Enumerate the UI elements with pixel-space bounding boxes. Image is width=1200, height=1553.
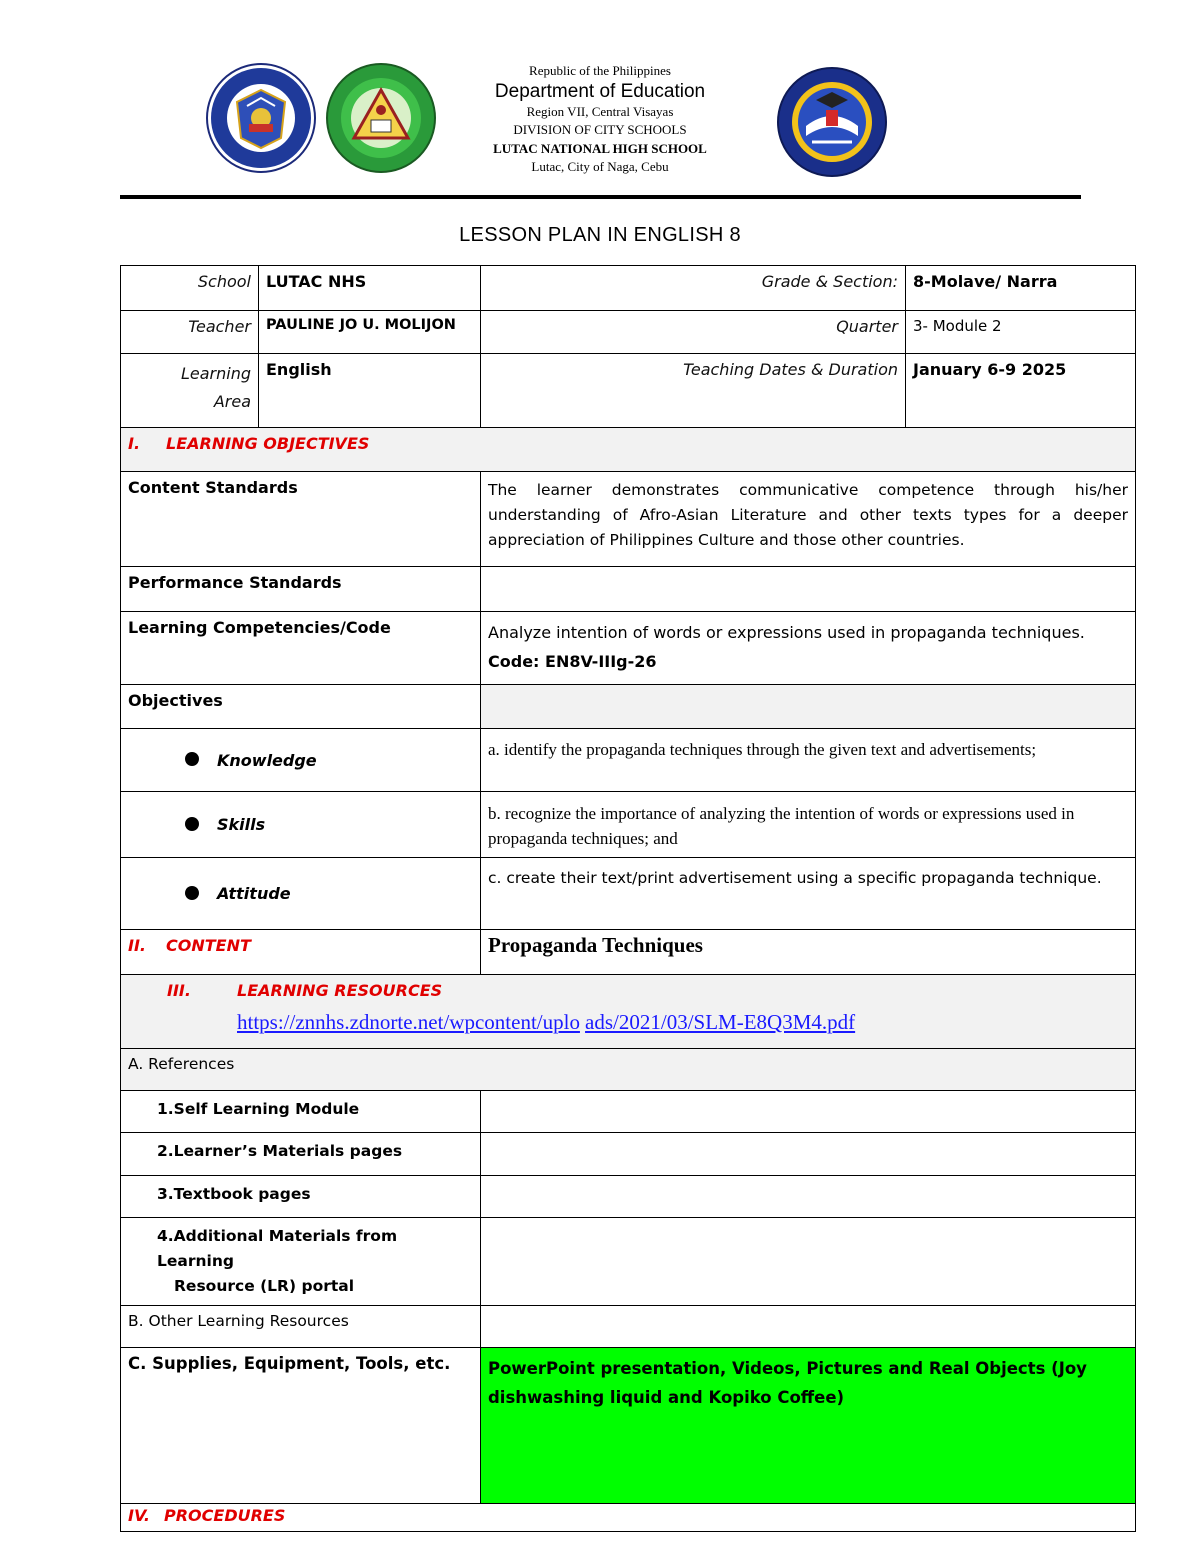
section-content-heading <box>121 930 481 975</box>
skills-value: b. recognize the importance of analyzing the intention of words or expressions used in propaganda techniques; and <box>481 792 1136 858</box>
content-standards-label: Content Standards <box>121 472 481 567</box>
header-address: Lutac, City of Naga, Cebu <box>531 159 669 174</box>
bullet-icon <box>185 886 199 900</box>
skills-row <box>121 792 1136 858</box>
school-seal-icon <box>776 66 888 178</box>
ref1-row <box>121 1091 1136 1133</box>
skills-label: Skills <box>217 815 266 834</box>
section-resources-row <box>121 975 1136 1049</box>
header-school: LUTAC NATIONAL HIGH SCHOOL <box>493 140 707 156</box>
attitude-label-cell <box>121 858 481 930</box>
info-row-school <box>121 266 1136 311</box>
supplies-value: PowerPoint presentation, Videos, Pictures and Real Objects (Joy dishwashing liquid and Kopiko Coffee) <box>481 1348 1136 1504</box>
skills-label-cell <box>121 792 481 858</box>
performance-standards-value <box>481 567 1136 612</box>
header-republic: Republic of the Philippines <box>529 63 671 78</box>
dates-label: Teaching Dates & Duration <box>481 354 906 428</box>
content-value: Propaganda Techniques <box>481 930 1136 975</box>
header-division: DIVISION OF CITY SCHOOLS <box>513 122 687 137</box>
supplies-label: C. Supplies, Equipment, Tools, etc. <box>121 1348 481 1504</box>
quarter-value: 3- Module 2 <box>906 311 1136 354</box>
ref4-label-line1: 4.Additional Materials from Learning <box>157 1227 398 1270</box>
references-row <box>121 1049 1136 1091</box>
section-objectives-row <box>121 428 1136 472</box>
section-resources-cell <box>121 975 1136 1049</box>
resource-link-part1[interactable]: https://znnhs.zdnorte.net/wpcontent/uplo <box>237 1010 580 1034</box>
header-text-block <box>440 62 760 177</box>
deped-seal-icon <box>205 62 317 174</box>
ref4-value <box>481 1218 1136 1306</box>
ref2-label: 2.Learner’s Materials pages <box>121 1133 481 1176</box>
supplies-row <box>121 1348 1136 1504</box>
knowledge-label: Knowledge <box>217 750 317 770</box>
header-region: Region VII, Central Visayas <box>526 103 674 119</box>
section-resources-title: LEARNING RESOURCES <box>237 981 443 1000</box>
resource-link-part2[interactable]: ads/2021/03/SLM-E8Q3M4.pdf <box>585 1010 856 1034</box>
grade-value: 8-Molave/ Narra <box>906 266 1136 311</box>
performance-standards-label: Performance Standards <box>121 567 481 612</box>
attitude-value: c. create their text/print advertisement using a specific propaganda technique. <box>481 858 1136 930</box>
area-label-line1: Learning <box>180 364 251 383</box>
page-title: LESSON PLAN IN ENGLISH 8 <box>459 224 741 246</box>
school-label: School <box>121 266 259 311</box>
other-resources-value <box>481 1306 1136 1348</box>
section-objectives-heading <box>121 428 1136 472</box>
knowledge-value: a. identify the propaganda techniques through the given text and advertisements; <box>481 729 1136 792</box>
section-content-row <box>121 930 1136 975</box>
ref2-value <box>481 1133 1136 1176</box>
grade-label: Grade & Section: <box>481 266 906 311</box>
section-resources-num: III. <box>167 981 191 1000</box>
ref4-label-line2: Resource (LR) portal <box>174 1277 355 1295</box>
ref3-label: 3.Textbook pages <box>121 1176 481 1218</box>
other-resources-row <box>121 1306 1136 1348</box>
teacher-label: Teacher <box>121 311 259 354</box>
area-value: English <box>259 354 481 428</box>
ref3-row <box>121 1176 1136 1218</box>
attitude-row <box>121 858 1136 930</box>
objectives-label: Objectives <box>121 685 481 729</box>
document-header <box>0 0 1200 200</box>
header-divider <box>120 195 1081 199</box>
bullet-icon <box>185 752 199 766</box>
ref1-value <box>481 1091 1136 1133</box>
header-department: Department of Education <box>494 80 706 102</box>
competencies-row <box>121 612 1136 685</box>
ref2-row <box>121 1133 1136 1176</box>
attitude-label: Attitude <box>217 884 291 903</box>
dates-value: January 6-9 2025 <box>906 354 1136 428</box>
section-objectives-num: I. <box>128 434 141 453</box>
competencies-value-cell <box>481 612 1136 685</box>
references-label: A. References <box>121 1049 1136 1091</box>
info-row-teacher <box>121 311 1136 354</box>
division-seal-icon <box>326 62 436 174</box>
bullet-icon <box>185 817 199 831</box>
ref3-value <box>481 1176 1136 1218</box>
quarter-label: Quarter <box>481 311 906 354</box>
school-value: LUTAC NHS <box>259 266 481 311</box>
area-label <box>121 354 259 428</box>
knowledge-label-cell <box>121 729 481 792</box>
ref4-label <box>121 1218 481 1306</box>
section-objectives-title: LEARNING OBJECTIVES <box>166 434 370 453</box>
competencies-label: Learning Competencies/Code <box>121 612 481 685</box>
teacher-value: PAULINE JO U. MOLIJON <box>259 311 481 354</box>
section-procedures-num: IV. <box>128 1506 150 1525</box>
ref1-label: 1.Self Learning Module <box>121 1091 481 1133</box>
resource-link-wrap <box>167 1010 1128 1035</box>
lesson-plan-table <box>120 265 1136 1532</box>
section-content-num: II. <box>128 936 146 955</box>
competencies-value: Analyze intention of words or expressions used in propaganda techniques. <box>488 623 1085 642</box>
section-procedures-heading <box>121 1504 1136 1532</box>
performance-standards-row <box>121 567 1136 612</box>
section-procedures-row <box>121 1504 1136 1532</box>
section-procedures-title: PROCEDURES <box>164 1506 286 1525</box>
area-label-line2: Area <box>213 392 251 411</box>
knowledge-row <box>121 729 1136 792</box>
section-content-title: CONTENT <box>166 936 251 955</box>
other-resources-label: B. Other Learning Resources <box>121 1306 481 1348</box>
competencies-code: Code: EN8V-IIIg-26 <box>488 652 657 671</box>
content-standards-row <box>121 472 1136 567</box>
ref4-row <box>121 1218 1136 1306</box>
objectives-row <box>121 685 1136 729</box>
section-resources-heading <box>167 981 1128 1000</box>
content-standards-value: The learner demonstrates communicative competence through his/her understanding of Afro-Asian Literature and other texts types for a deeper appreciation of Philippines Culture and those other countries. <box>481 472 1136 567</box>
info-row-area <box>121 354 1136 428</box>
objectives-value <box>481 685 1136 729</box>
